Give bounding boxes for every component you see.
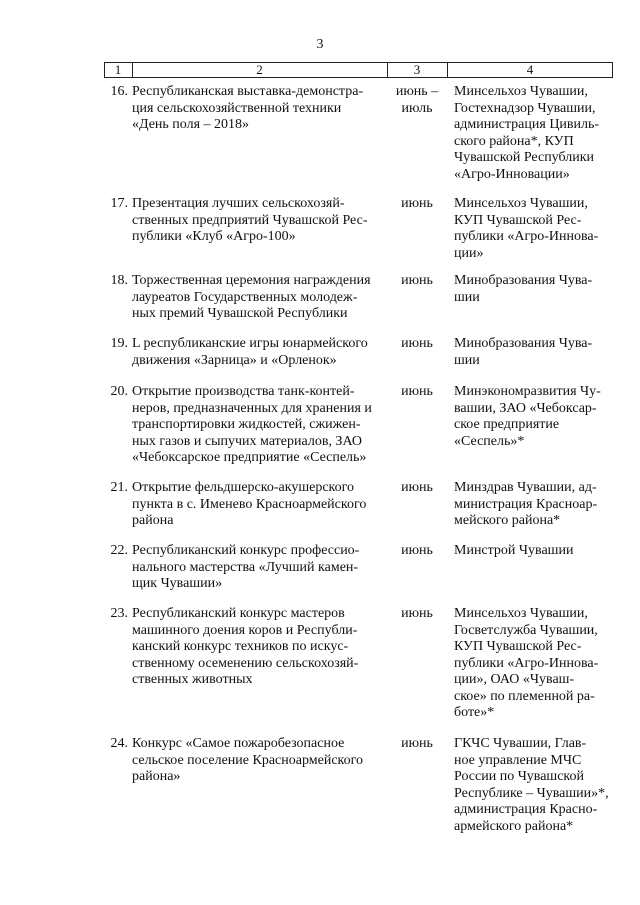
- table-header: [104, 62, 613, 78]
- responsible: Минобразования Чува- шии: [454, 336, 593, 368]
- event-date: июнь: [401, 273, 433, 288]
- event-name: Открытие фельдшерско-акушерского пункта в с. Именево Красноармейского района: [132, 480, 367, 528]
- row-number: 22.: [110, 543, 128, 558]
- header-col-4: 4: [526, 62, 534, 77]
- page-number: 3: [316, 37, 324, 52]
- event-date: июнь: [401, 480, 433, 495]
- event-date: июнь: [401, 543, 433, 558]
- event-date: июнь: [401, 336, 433, 351]
- event-name: Республиканская выставка-демонстра- ция сельскохозяйственной техники «День поля – 2018»: [132, 84, 364, 132]
- event-name: Торжественная церемония награждения лауреатов Государственных молодеж- ных премий Чувашской Республики: [132, 273, 371, 321]
- row-number: 24.: [110, 736, 128, 751]
- event-name: Открытие производства танк-контей- неров, предназначенных для хранения и транспортировки жидкостей, сжижен- ных газов и сыпучих материалов, ЗАО «Чебоксарское предприятие «Сеспель»: [132, 384, 372, 465]
- event-name: Республиканский конкурс профессио- нального мастерства «Лучший камен- щик Чувашии»: [132, 543, 360, 591]
- event-date: июнь: [401, 606, 433, 621]
- row-number: 23.: [110, 606, 128, 621]
- event-name: Республиканский конкурс мастеров машинного доения коров и Республи- канский конкурс техников по искус- ственному осеменению сельскохозяй- ственных животных: [132, 606, 359, 687]
- responsible: ГКЧС Чувашии, Глав- ное управление МЧС России по Чувашской Республике – Чувашии»*, администрация Красно- армейского района*: [454, 736, 609, 834]
- header-col-2: 2: [256, 62, 263, 77]
- event-date: июнь: [401, 196, 433, 211]
- responsible: Минстрой Чувашии: [454, 543, 574, 558]
- event-date: июнь – июль: [395, 84, 439, 116]
- header-divider: [612, 63, 613, 77]
- row-number: 19.: [110, 336, 128, 351]
- responsible: Минсельхоз Чувашии, Гостехнадзор Чувашии, администрация Цивиль- ского района*, КУП Чувашской Республики «Агро-Инновации»: [454, 84, 600, 182]
- event-name: Конкурс «Самое пожаробезопасное сельское поселение Красноармейского района»: [132, 736, 364, 784]
- header-col-3: 3: [413, 62, 421, 77]
- row-number: 17.: [110, 196, 128, 211]
- event-date: июнь: [401, 384, 433, 399]
- header-col-1: 1: [114, 62, 122, 77]
- row-number: 18.: [110, 273, 128, 288]
- row-number: 21.: [110, 480, 128, 495]
- event-name: L республиканские игры юнармейского движения «Зарница» и «Орленок»: [132, 336, 368, 368]
- responsible: Минздрав Чувашии, ад- министрация Красноар- мейского района*: [454, 480, 598, 528]
- event-name: Презентация лучших сельскохозяй- ственных предприятий Чувашской Рес- публики «Клуб «Агро-100»: [132, 196, 368, 244]
- responsible: Минсельхоз Чувашии, КУП Чувашской Рес- публики «Агро-Иннова- ции»: [454, 196, 599, 261]
- row-number: 16.: [110, 84, 128, 99]
- event-date: июнь: [401, 736, 433, 751]
- row-number: 20.: [110, 384, 128, 399]
- responsible: Минобразования Чува- шии: [454, 273, 593, 305]
- responsible: Минэкономразвития Чу- вашии, ЗАО «Чебоксар- ское предприятие «Сеспель»*: [454, 384, 601, 449]
- responsible: Минсельхоз Чувашии, Госветслужба Чувашии, КУП Чувашской Рес- публики «Агро-Иннова- ции», ОАО «Чуваш- ское» по племенной ра- боте»*: [454, 606, 599, 720]
